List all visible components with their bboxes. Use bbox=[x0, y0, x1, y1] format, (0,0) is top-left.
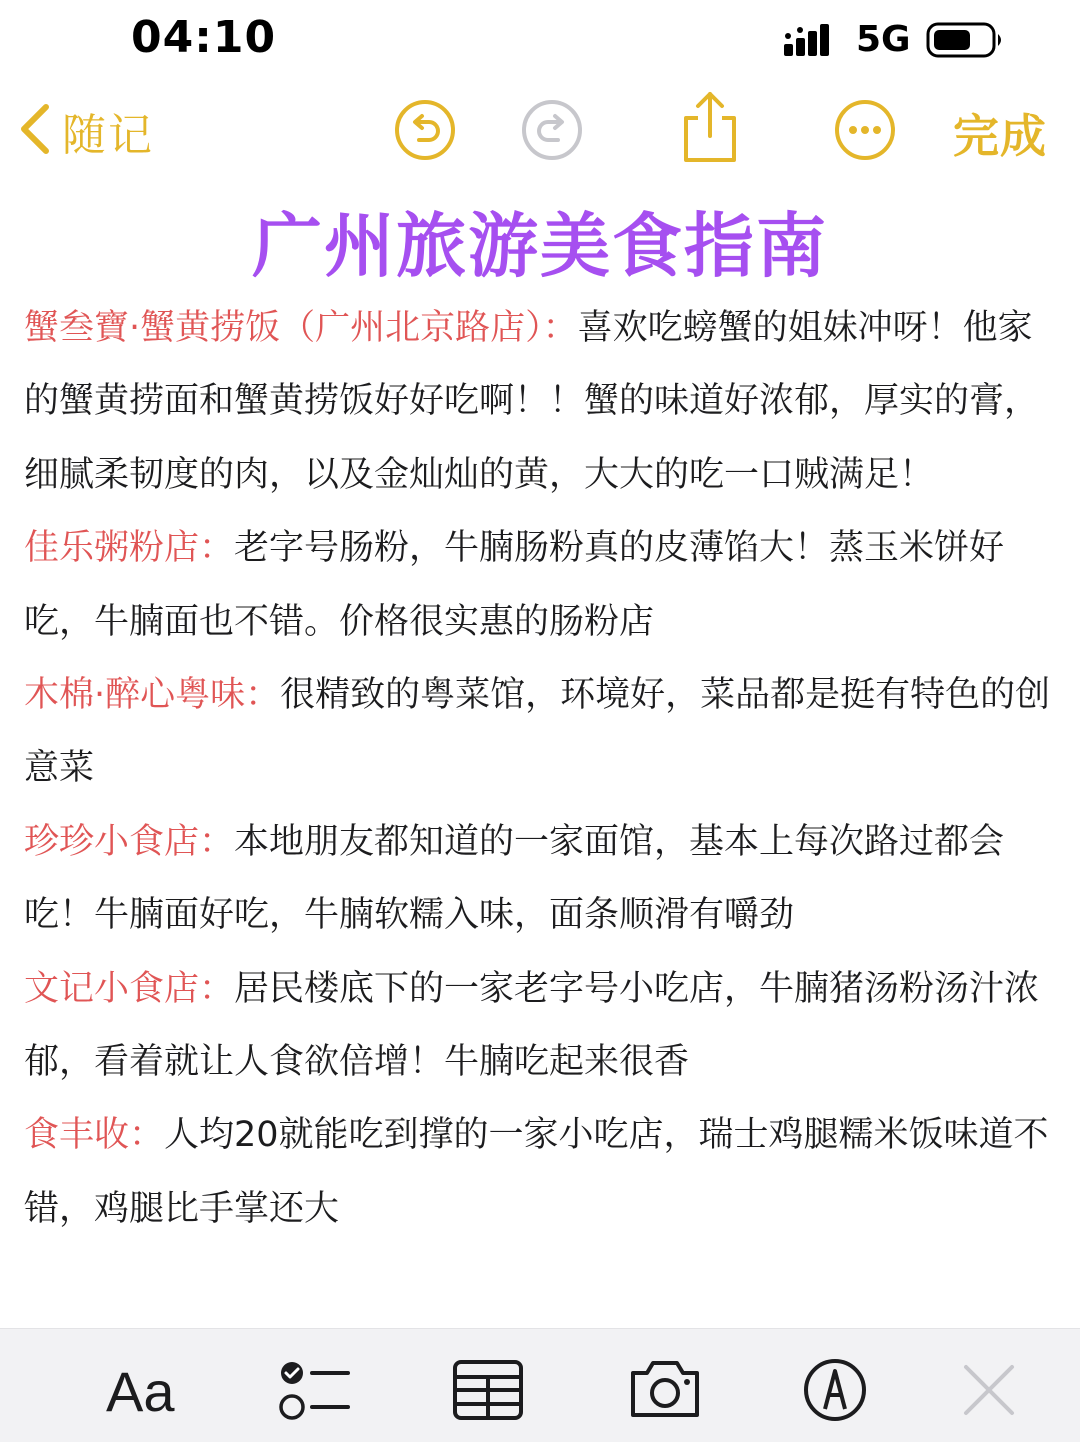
redo-icon[interactable] bbox=[520, 98, 584, 166]
status-bar bbox=[0, 0, 1080, 80]
back-button[interactable] bbox=[14, 96, 154, 166]
restaurant-name: 珍珍小食店： bbox=[24, 821, 235, 862]
restaurant-entry bbox=[24, 659, 1059, 806]
restaurant-description: 很精致的粤菜馆，环境好，菜品都是挺有特色的创意菜 bbox=[24, 675, 1051, 789]
restaurant-entry bbox=[24, 292, 1059, 512]
undo-icon[interactable] bbox=[393, 98, 457, 166]
restaurant-name: 木棉·醉心粤味： bbox=[24, 675, 281, 716]
chevron-left-icon bbox=[14, 101, 54, 161]
note-toolbar bbox=[0, 86, 1080, 176]
restaurant-description: 老字号肠粉，牛腩肠粉真的皮薄馅大！蒸玉米饼好吃，牛腩面也不错。价格很实惠的肠粉店 bbox=[24, 528, 1005, 642]
camera-icon[interactable] bbox=[627, 1357, 703, 1425]
restaurant-entry bbox=[24, 512, 1059, 659]
text-format-button[interactable]: Aa bbox=[106, 1360, 175, 1423]
network-type: 5G bbox=[856, 19, 911, 60]
restaurant-entry bbox=[24, 1099, 1059, 1246]
note-title[interactable]: 广州旅游美食指南 bbox=[252, 205, 828, 287]
restaurant-name: 蟹叁寶·蟹黄捞饭（广州北京路店）： bbox=[24, 308, 578, 348]
checklist-icon[interactable] bbox=[278, 1359, 350, 1427]
more-icon[interactable] bbox=[833, 98, 897, 166]
note-body[interactable] bbox=[24, 292, 1059, 1246]
format-toolbar bbox=[0, 1328, 1080, 1442]
back-label: 随记 bbox=[62, 110, 154, 161]
restaurant-name: 食丰收： bbox=[24, 1115, 165, 1156]
restaurant-name: 佳乐粥粉店： bbox=[24, 528, 235, 569]
share-icon[interactable] bbox=[680, 88, 740, 168]
restaurant-description: 居民楼底下的一家老字号小吃店，牛腩猪汤粉汤汁浓郁，看着就让人食欲倍增！牛腩吃起来很香 bbox=[24, 968, 1040, 1083]
restaurant-name: 文记小食店： bbox=[24, 968, 235, 1009]
restaurant-description: 喜欢吃螃蟹的姐妹冲呀！他家的蟹黄捞面和蟹黄捞饭好好吃啊！！蟹的味道好浓郁，厚实的膏，细腻柔韧度的肉，以及金灿灿的黄，大大的吃一口贼满足！ bbox=[24, 308, 1040, 495]
restaurant-description: 人均20就能吃到撑的一家小吃店，瑞士鸡腿糯米饭味道不错，鸡腿比手掌还大 bbox=[24, 1115, 1049, 1229]
restaurant-entry bbox=[24, 806, 1059, 953]
battery-icon bbox=[926, 22, 1006, 62]
close-icon[interactable] bbox=[962, 1363, 1016, 1421]
markup-pen-icon[interactable] bbox=[802, 1357, 868, 1427]
signal-bars-icon bbox=[784, 22, 840, 62]
table-icon[interactable] bbox=[452, 1359, 524, 1427]
status-time: 04:10 bbox=[131, 12, 277, 63]
restaurant-entry bbox=[24, 953, 1059, 1100]
restaurant-description: 本地朋友都知道的一家面馆，基本上每次路过都会吃！牛腩面好吃，牛腩软糯入味，面条顺滑有嚼劲 bbox=[24, 821, 1005, 936]
done-button[interactable]: 完成 bbox=[953, 109, 1047, 163]
